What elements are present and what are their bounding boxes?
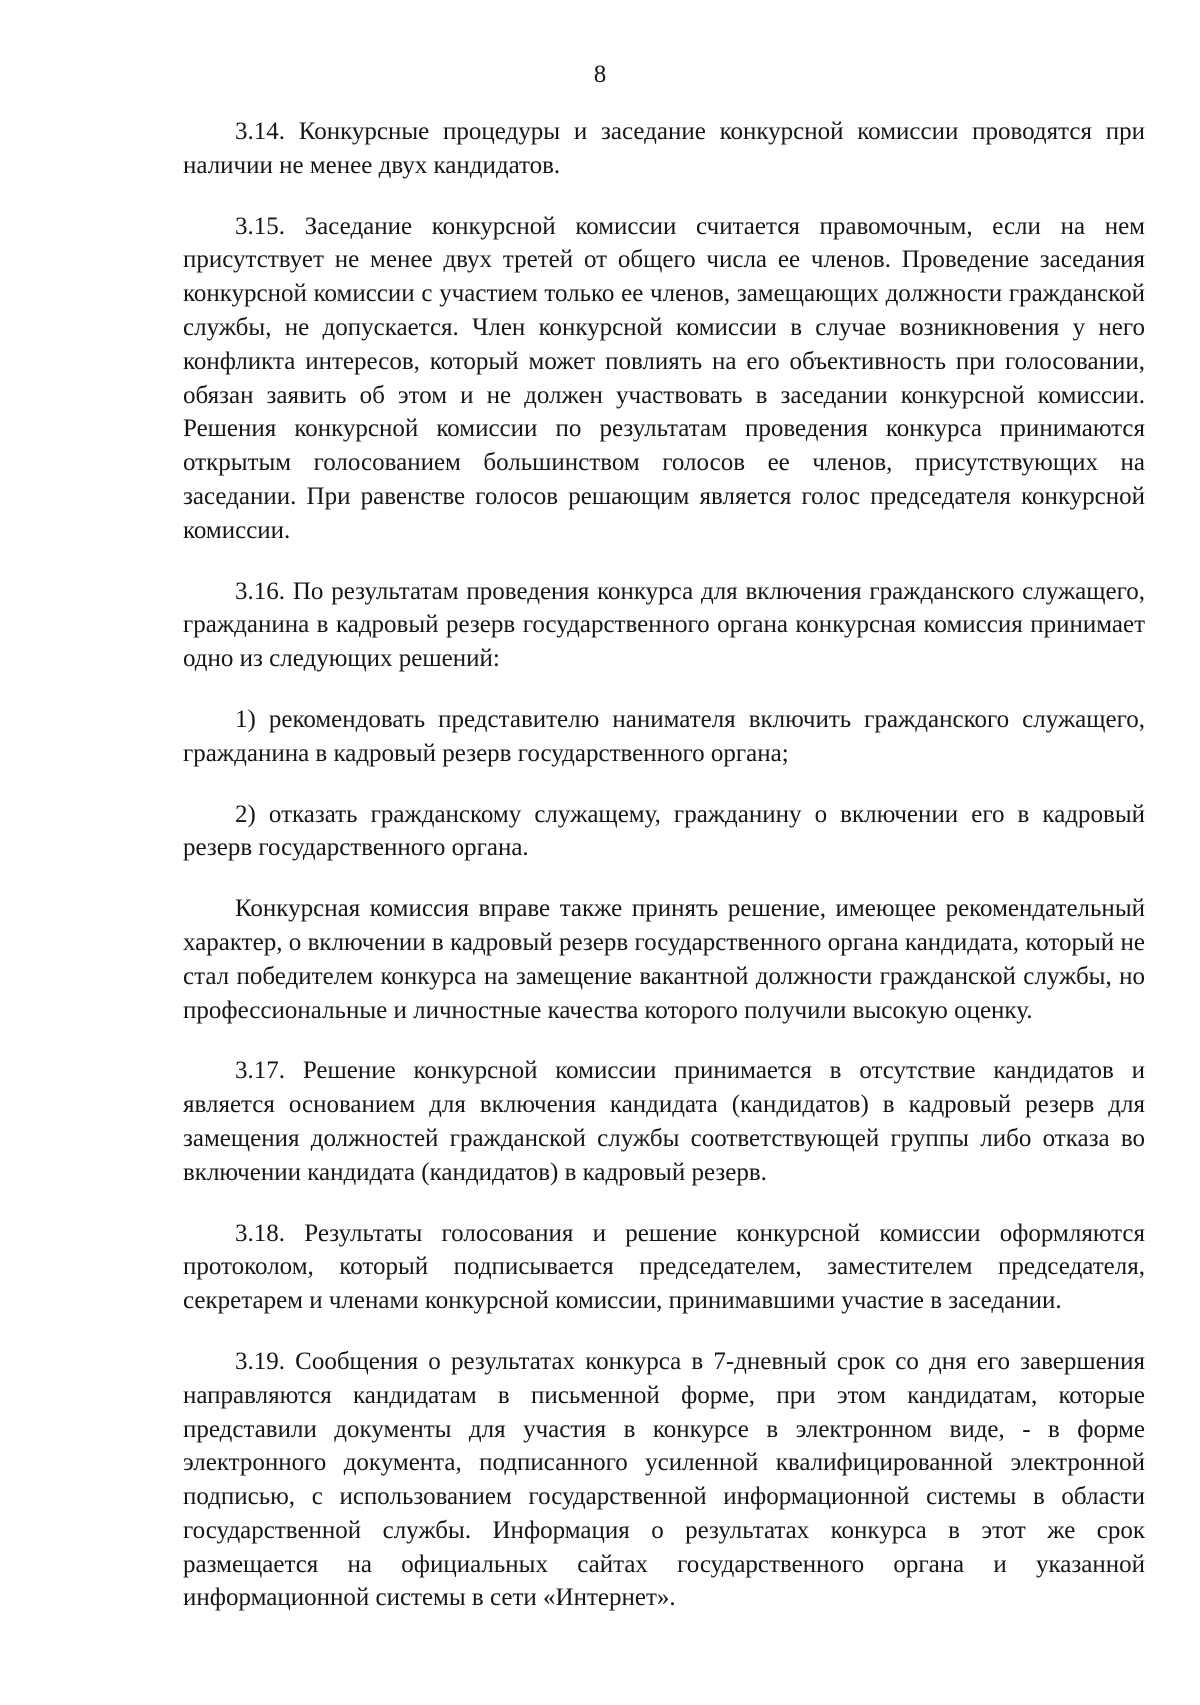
paragraph-3-19: 3.19. Сообщения о результатах конкурса в 7-дневный срок со дня его завершения направляются кандидатам в письменной форме, при этом кандидатам, которые представили документы для участия в конкурсе в электронном виде, - в форме электронного документа, подписанного усиленной квалифицированной электронной подписью, с использованием государственной информационной системы в области государственной службы. Информация о результатах конкурса в этот же срок размещается на официальных сайтах государственного органа и указанной информационной системы в сети «Интернет». [183, 1347, 1145, 1612]
paragraph-3-14: 3.14. Конкурсные процедуры и заседание конкурсной комиссии проводятся при наличии не менее двух кандидатов. [183, 118, 1145, 179]
paragraph-3-18: 3.18. Результаты голосования и решение конкурсной комиссии оформляются протоколом, который подписывается председателем, заместителем председателя, секретарем и членами конкурсной комиссии, принимавшими участие в заседании. [183, 1219, 1145, 1315]
paragraph-3-16: 3.16. По результатам проведения конкурса для включения гражданского служащего, гражданина в кадровый резерв государственного органа конкурсная комиссия принимает одно из следующих решений: [183, 577, 1145, 673]
document-body [183, 115, 1145, 1615]
page-number: 8 [593, 61, 607, 88]
paragraph-3-15: 3.15. Заседание конкурсной комиссии считается правомочным, если на нем присутствует не менее двух третей от общего числа ее членов. Проведение заседания конкурсной комиссии с участием только ее членов, замещающих должности гражданской службы, не допускается. Член конкурсной комиссии в случае возникновения у него конфликта интересов, который может повлиять на его объективность при голосовании, обязан заявить об этом и не должен участвовать в заседании конкурсной комиссии. Решения конкурсной комиссии по результатам проведения конкурса принимаются открытым голосованием большинством голосов ее членов, присутствующих на заседании. При равенстве голосов решающим является голос председателя конкурсной комиссии. [183, 212, 1145, 544]
paragraph-3-16-item-1: 1) рекомендовать представителю нанимателя включить гражданского служащего, гражданина в кадровый резерв государственного органа; [183, 705, 1145, 767]
paragraph-3-16-item-2: 2) отказать гражданскому служащему, гражданину о включении его в кадровый резерв государственного органа. [183, 800, 1145, 862]
paragraph-3-17: 3.17. Решение конкурсной комиссии принимается в отсутствие кандидатов и является основанием для включения кандидата (кандидатов) в кадровый резерв для замещения должностей гражданской службы соответствующей группы либо отказа во включении кандидата (кандидатов) в кадровый резерв. [183, 1057, 1145, 1186]
paragraph-3-16-note: Конкурсная комиссия вправе также принять решение, имеющее рекомендательный характер, о включении в кадровый резерв государственного органа кандидата, который не стал победителем конкурса на замещение вакантной должности гражданской службы, но профессиональные и личностные качества которого получили высокую оценку. [183, 895, 1145, 1024]
